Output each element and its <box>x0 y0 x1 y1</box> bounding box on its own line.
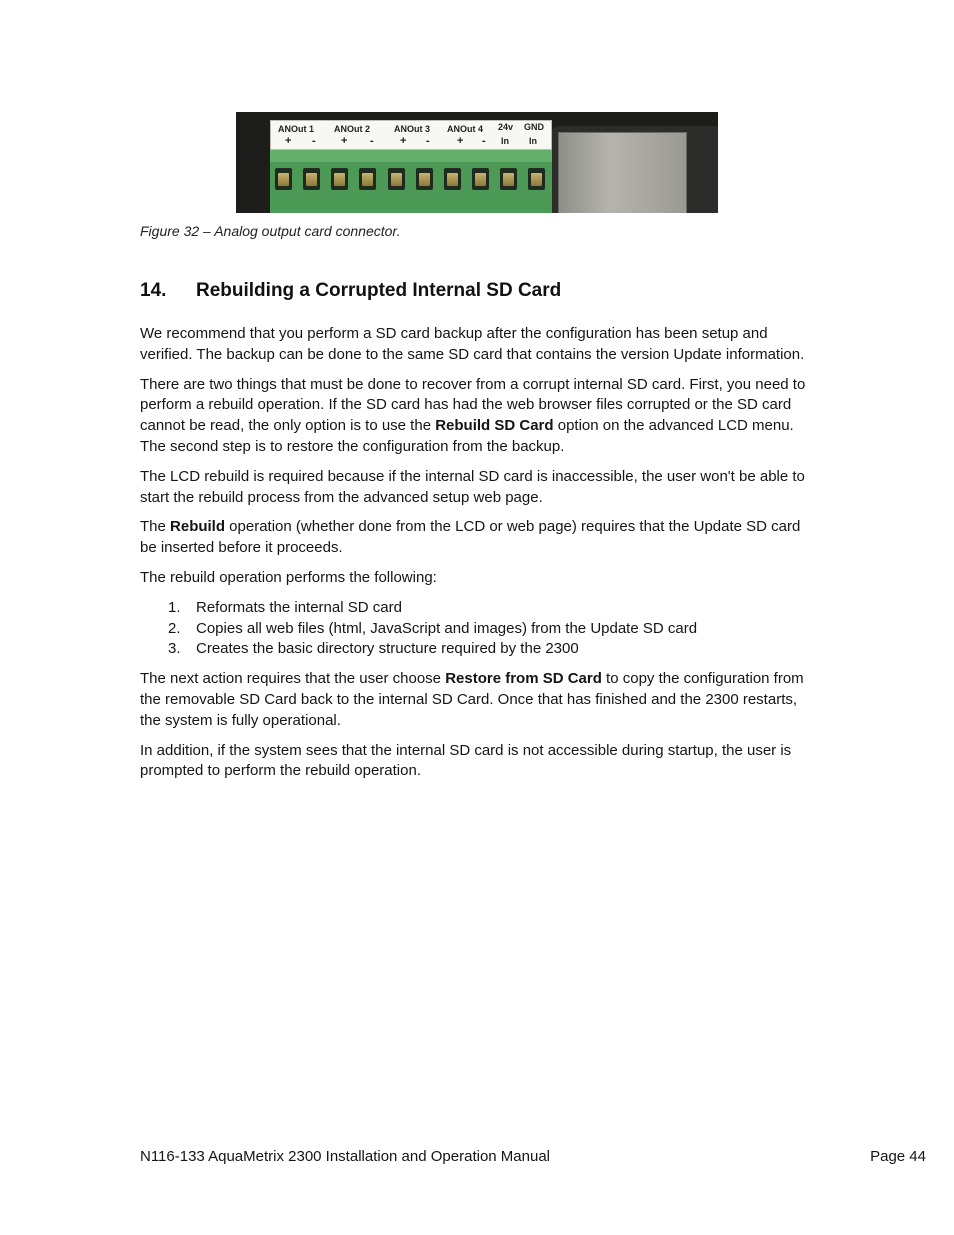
section-number: 14. <box>140 280 167 301</box>
terminal-label-strip <box>270 120 552 150</box>
terminal-screw <box>388 168 405 190</box>
list-text: Copies all web files (html, JavaScript and images) from the Update SD card <box>196 619 698 637</box>
anout1-plus: + <box>285 135 292 147</box>
paragraph-backup-recommendation: We recommend that you perform a SD card backup after the configuration has been setup and verified. The backup can be done to the same SD card that contains the version Update information. <box>140 325 805 363</box>
footer-manual-title: N116-133 AquaMetrix 2300 Installation and Operation Manual <box>140 1148 550 1165</box>
text-run: The <box>140 518 171 536</box>
list-text: Reformats the internal SD card <box>196 598 402 616</box>
anout2-plus: + <box>341 135 348 147</box>
list-item <box>140 619 820 640</box>
paragraph-rebuild-intro: The rebuild operation performs the following: <box>140 568 437 586</box>
list-item <box>140 598 820 619</box>
anout4-minus: - <box>482 135 486 147</box>
figure-caption: Figure 32 – Analog output card connector. <box>140 223 401 239</box>
connector-figure <box>236 112 718 213</box>
terminal-screw <box>528 168 545 190</box>
list-text: Creates the basic directory structure required by the 2300 <box>196 640 579 658</box>
rebuild-steps-list <box>140 598 820 660</box>
text-run: operation (whether done from the LCD or web page) requires that the Update SD card be inserted before it proceeds. <box>140 518 801 557</box>
anout1-label: ANOut 1 <box>278 124 314 134</box>
paragraph-recovery-steps <box>140 375 820 458</box>
text-run: option on the advanced LCD menu. The second step is to restore the configuration from the backup. <box>140 417 794 455</box>
paragraph-rebuild-requirement <box>140 517 820 559</box>
text-run: to copy the configuration from the removable SD Card back to the internal SD Card. Once that has finished and the 2300 restarts, the system is fully operational. <box>140 670 804 729</box>
gnd-label: GND <box>524 122 544 132</box>
anout1-minus: - <box>312 135 316 147</box>
anout3-label: ANOut 3 <box>394 124 430 134</box>
power-24v-label: 24v <box>498 122 514 132</box>
terminal-screw <box>444 168 461 190</box>
terminal-screw <box>275 168 292 190</box>
gnd-in-label: In <box>529 136 537 146</box>
list-number: 3. <box>168 640 181 658</box>
terminal-block-ridge <box>270 150 552 162</box>
anout2-minus: - <box>370 135 374 147</box>
text-run: The next action requires that the user choose <box>140 670 446 688</box>
section-title: Rebuilding a Corrupted Internal SD Card <box>196 280 562 301</box>
terminal-screw <box>359 168 376 190</box>
paragraph-startup-prompt: In addition, if the system sees that the internal SD card is not accessible during startup, the user is prompted to perform the rebuild operation. <box>140 741 792 780</box>
terminal-screw <box>331 168 348 190</box>
terminal-screw <box>472 168 489 190</box>
footer-page-number: Page 44 <box>870 1148 926 1165</box>
section-body <box>140 324 820 791</box>
sd-card-slot <box>558 132 687 213</box>
anout3-minus: - <box>426 135 430 147</box>
text-run: There are two things that must be done to recover from a corrupt internal SD card. First, you need to perform a rebuild operation. If the SD card has had the web browser files corrupted or the SD card cannot be read, the only option is to use the <box>140 375 806 435</box>
list-number: 1. <box>168 598 181 616</box>
list-number: 2. <box>168 619 181 637</box>
terminal-block <box>270 150 552 213</box>
terminal-screw <box>303 168 320 190</box>
rebuild-sd-card-term: Rebuild SD Card <box>435 417 554 435</box>
anout2-label: ANOut 2 <box>334 124 370 134</box>
power-24v-in-label: In <box>501 136 509 146</box>
anout4-plus: + <box>457 135 464 147</box>
terminal-screw <box>416 168 433 190</box>
terminal-screw <box>500 168 517 190</box>
list-item <box>140 639 820 660</box>
anout4-label: ANOut 4 <box>447 124 483 134</box>
section-heading <box>140 280 561 302</box>
rebuild-term: Rebuild <box>170 518 226 536</box>
paragraph-lcd-rebuild-reason: The LCD rebuild is required because if the internal SD card is inaccessible, the user won't be able to start the rebuild process from the advanced setup web page. <box>140 467 805 506</box>
paragraph-restore-action <box>140 669 820 731</box>
anout3-plus: + <box>400 135 407 147</box>
restore-from-sd-card-term: Restore from SD Card <box>445 670 602 688</box>
